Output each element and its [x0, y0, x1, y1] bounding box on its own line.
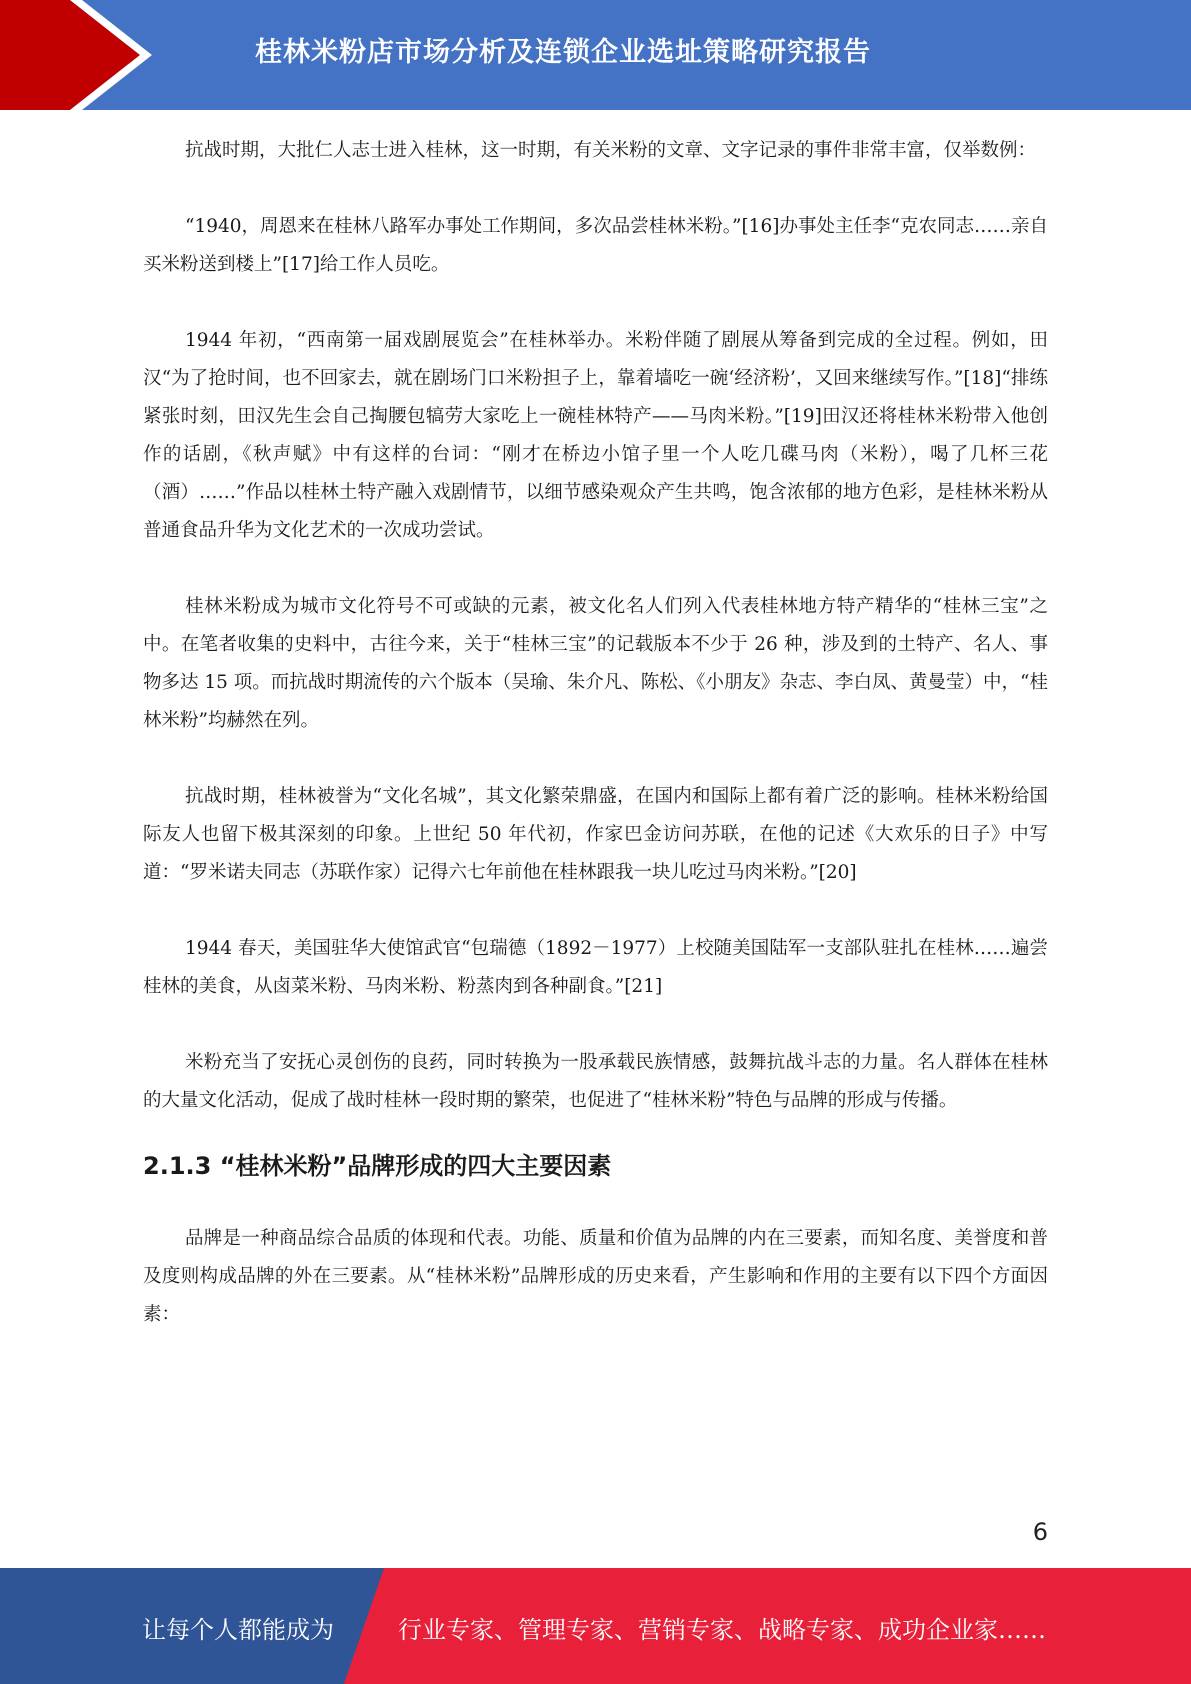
paragraph-4: 桂林米粉成为城市文化符号不可或缺的元素，被文化名人们列入代表桂林地方特产精华的“桂林三宝”之中。在笔者收集的史料中，古往今来，关于“桂林三宝”的记载版本不少于 26 种，涉及到的土特产、名人、事物多达 15 项。而抗战时期流传的六个版本（吴瑜、朱介凡、陈松、《小朋友》杂志、李白凤、黄曼莹）中，“桂林米粉”均赫然在列。 — [143, 596, 1049, 731]
header-red-chevron — [0, 0, 140, 110]
paragraph-1: 抗战时期，大批仁人志士进入桂林，这一时期，有关米粉的文章、文字记录的事件非常丰富，仅举数例： — [185, 140, 1037, 161]
page-header-banner — [0, 0, 1191, 110]
page-footer-banner — [0, 1568, 1191, 1684]
section-heading: 2.1.3 “桂林米粉”品牌形成的四大主要因素 — [143, 1152, 612, 1180]
section-paragraph: 品牌是一种商品综合品质的体现和代表。功能、质量和价值为品牌的内在三要素，而知名度、美誉度和普及度则构成品牌的外在三要素。从“桂林米粉”品牌形成的历史来看，产生影响和作用的主要有以下四个方面因素： — [143, 1228, 1048, 1325]
report-title: 桂林米粉店市场分析及连锁企业选址策略研究报告 — [255, 37, 871, 68]
paragraph-7: 米粉充当了安抚心灵创伤的良药，同时转换为一股承载民族情感，鼓舞抗战斗志的力量。名人群体在桂林的大量文化活动，促成了战时桂林一段时期的繁荣，也促进了“桂林米粉”特色与品牌的形成与传播。 — [143, 1052, 1048, 1111]
document-body — [143, 132, 1048, 1372]
paragraph-2: “1940，周恩来在桂林八路军办事处工作期间，多次品尝桂林米粉。”[16]办事处主任李“克农同志……亲自买米粉送到楼上”[17]给工作人员吃。 — [143, 216, 1048, 275]
paragraph-6: 1944 春天，美国驻华大使馆武官“包瑞德（1892－1977）上校随美国陆军一支部队驻扎在桂林……遍尝桂林的美食，从卤菜米粉、马肉米粉、粉蒸肉到各种副食。”[21] — [143, 938, 1048, 997]
paragraph-5: 抗战时期，桂林被誉为“文化名城”，其文化繁荣鼎盛，在国内和国际上都有着广泛的影响。桂林米粉给国际友人也留下极其深刻的印象。上世纪 50 年代初，作家巴金访问苏联，在他的记述《大欢乐的日子》中写道：“罗米诺夫同志（苏联作家）记得六七年前他在桂林跟我一块儿吃过马肉米粉。”[20] — [143, 786, 1048, 883]
footer-slogan-left: 让每个人都能成为 — [142, 1616, 334, 1644]
page-number: 6 — [1032, 1518, 1048, 1546]
footer-slogan-right: 行业专家、管理专家、营销专家、战略专家、成功企业家…… — [398, 1616, 1046, 1644]
paragraph-3: 1944 年初，“西南第一届戏剧展览会”在桂林举办。米粉伴随了剧展从筹备到完成的全过程。例如，田汉“为了抢时间，也不回家去，就在剧场门口米粉担子上，靠着墙吃一碗‘经济粉’，又回来继续写作。”[18]“排练紧张时刻，田汉先生会自己掏腰包犒劳大家吃上一碗桂林特产——马肉米粉。”[19]田汉还将桂林米粉带入他创作的话剧，《秋声赋》中有这样的台词：“刚才在桥边小馆子里一个人吃几碟马肉（米粉），喝了几杯三花（酒）……”作品以桂林土特产融入戏剧情节，以细节感染观众产生共鸣，饱含浓郁的地方色彩，是桂林米粉从普通食品升华为文化艺术的一次成功尝试。 — [143, 330, 1048, 541]
